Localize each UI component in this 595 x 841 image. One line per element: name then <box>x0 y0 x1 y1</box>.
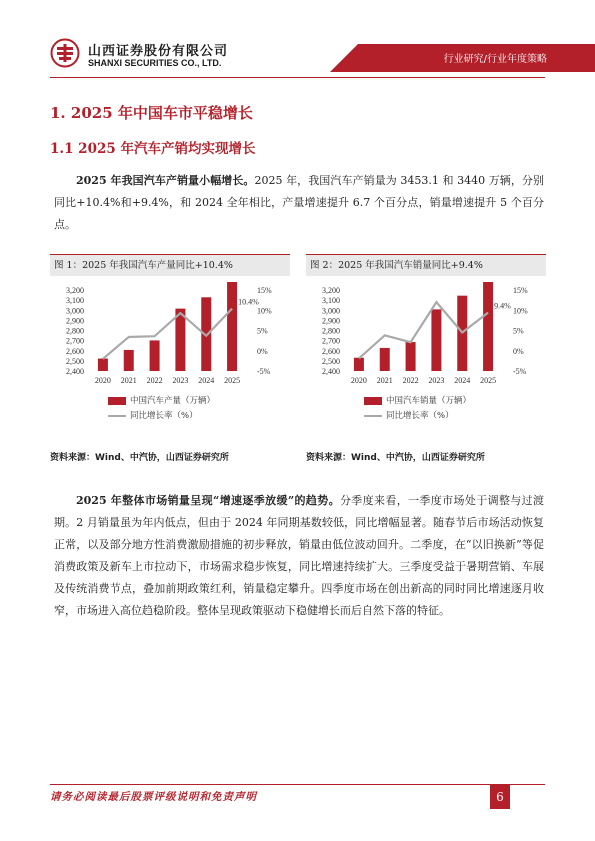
page-header <box>0 0 595 90</box>
x-tick-label: 2021 <box>376 376 393 385</box>
section-heading: 1. 2025 年中国车市平稳增长 <box>50 104 253 122</box>
data-label: 9.4% <box>494 301 511 311</box>
y-tick-label-right: -5% <box>257 367 271 376</box>
x-tick-label: 2020 <box>350 376 367 385</box>
y-tick-label-left: 2,800 <box>66 326 84 336</box>
legend-bar-label: 中国汽车销量（万辆） <box>386 396 472 406</box>
header-divider <box>50 77 545 78</box>
y-tick-label-left: 3,200 <box>66 286 84 295</box>
bar <box>150 340 160 371</box>
paragraph-quarterly-trend <box>54 490 544 622</box>
x-tick-label: 2025 <box>224 376 241 385</box>
y-tick-label-right: -5% <box>513 367 527 376</box>
y-tick-label-left: 2,500 <box>322 356 340 366</box>
y-tick-label-left: 2,900 <box>66 316 84 326</box>
y-tick-label-right: 0% <box>513 346 524 356</box>
bar <box>124 350 134 371</box>
disclaimer-note: 请务必阅读最后股票评级说明和免责声明 <box>50 791 257 803</box>
figure-source: 资料来源：Wind、中汽协，山西证券研究所 <box>306 453 485 463</box>
legend-line-item <box>364 409 471 424</box>
figure-sales <box>306 254 546 464</box>
company-name-cn: 山西证券股份有限公司 <box>88 44 229 59</box>
y-tick-label-right: 5% <box>257 326 268 336</box>
bar <box>175 309 185 371</box>
bar <box>380 348 390 371</box>
company-name-en: SHANXI SECURITIES CO., LTD. <box>88 58 222 68</box>
legend-bar-item <box>108 394 215 409</box>
y-tick-label-right: 15% <box>513 286 528 295</box>
y-tick-label-left: 3,000 <box>66 306 84 316</box>
y-tick-label-right: 15% <box>257 286 272 295</box>
legend-bar-label: 中国汽车产量（万辆） <box>130 396 216 406</box>
chart-legend <box>108 394 215 424</box>
paragraph-lead: 2025 年我国汽车产销量小幅增长。 <box>76 174 255 187</box>
x-tick-label: 2022 <box>402 376 419 385</box>
report-category: 行业研究/行业年度策略 <box>443 54 547 65</box>
figure-title: 图 1：2025 年我国汽车产量同比+10.4% <box>50 254 290 276</box>
bar <box>354 358 364 371</box>
chart-legend <box>364 394 471 424</box>
paragraph-production-sales <box>54 170 544 236</box>
bar <box>406 342 416 371</box>
y-tick-label-left: 2,800 <box>322 326 340 336</box>
y-tick-label-left: 2,600 <box>322 346 340 356</box>
x-tick-label: 2022 <box>146 376 163 385</box>
x-tick-label: 2023 <box>428 376 445 385</box>
subsection-heading: 1.1 2025 年汽车产销均实现增长 <box>50 141 256 157</box>
y-tick-label-left: 2,500 <box>66 356 84 366</box>
footer-divider <box>50 784 545 785</box>
y-tick-label-left: 3,100 <box>322 296 340 306</box>
paragraph-body: 分季度来看，一季度市场处于调整与过渡期。2 月销量虽为年内低点，但由于 2024 年同期基数较低，同比增幅显著。随春节后市场活动恢复正常，以及部分地方性消费激励措施的初步释放，销量由低位波动回升。二季度，在“以旧换新”等促消费政策及新车上市拉动下，市场需求稳步恢复，同比增速持续扩大。三季度受益于暑期营销、车展及传统消费节点，叠加前期政策红利，销量稳定攀升。四季度市场在创出新高的同时同比增速逐月收窄，市场进入高位趋稳阶段。整体呈现政策驱动下稳健增长而后自然下落的特征。 <box>54 494 544 617</box>
x-tick-label: 2020 <box>94 376 111 385</box>
legend-bar-swatch <box>364 397 382 405</box>
y-tick-label-left: 3,200 <box>322 286 340 295</box>
growth-line <box>103 309 232 359</box>
y-tick-label-left: 3,100 <box>66 296 84 306</box>
company-logo-icon <box>50 38 80 68</box>
bar <box>431 309 441 371</box>
y-tick-label-right: 10% <box>513 306 528 316</box>
legend-line-item <box>108 409 215 424</box>
legend-bar-swatch <box>108 397 126 405</box>
y-tick-label-left: 2,700 <box>66 336 84 346</box>
bar <box>98 359 108 371</box>
figure-title: 图 2：2025 年我国汽车销量同比+9.4% <box>306 254 546 276</box>
data-label: 10.4% <box>238 297 259 307</box>
y-tick-label-right: 5% <box>513 326 524 336</box>
y-tick-label-right: 0% <box>257 346 268 356</box>
sales-chart <box>306 282 546 388</box>
bar <box>227 282 237 371</box>
y-tick-label-right: 10% <box>257 306 272 316</box>
y-tick-label-left: 3,000 <box>322 306 340 316</box>
page-number: 6 <box>490 785 510 809</box>
legend-line-label: 同比增长率（%） <box>130 411 198 421</box>
production-chart <box>50 282 290 388</box>
x-tick-label: 2025 <box>480 376 497 385</box>
legend-line-label: 同比增长率（%） <box>386 411 454 421</box>
legend-line-swatch <box>108 415 126 417</box>
x-tick-label: 2024 <box>454 376 471 385</box>
y-tick-label-left: 2,400 <box>66 367 84 376</box>
x-tick-label: 2021 <box>120 376 137 385</box>
legend-bar-item <box>364 394 471 409</box>
growth-line <box>359 302 488 358</box>
figure-production <box>50 254 290 464</box>
x-tick-label: 2023 <box>172 376 189 385</box>
y-tick-label-left: 2,600 <box>66 346 84 356</box>
paragraph-body: 2025 年，我国汽车产销量为 3453.1 和 3440 万辆，分别同比+10.4%和+9.4%，和 2024 全年相比，产量增速提升 6.7 个百分点，销量增速提升 5 个百分点。 <box>54 174 544 231</box>
figure-source: 资料来源：Wind、中汽协，山西证券研究所 <box>50 453 229 463</box>
paragraph-lead: 2025 年整体市场销量呈现“增速逐季放缓”的趋势。 <box>76 494 340 507</box>
x-tick-label: 2024 <box>198 376 215 385</box>
legend-line-swatch <box>364 415 382 417</box>
y-tick-label-left: 2,400 <box>322 367 340 376</box>
y-tick-label-left: 2,700 <box>322 336 340 346</box>
y-tick-label-left: 2,900 <box>322 316 340 326</box>
bar <box>483 282 493 371</box>
